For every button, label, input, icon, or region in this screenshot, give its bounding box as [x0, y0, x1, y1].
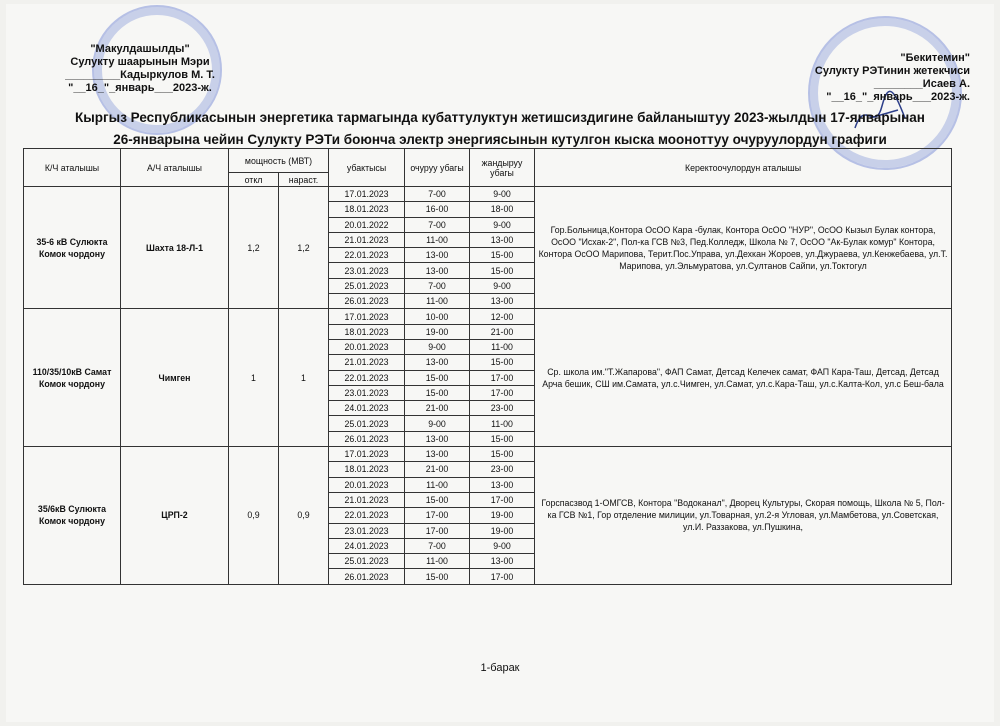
on-time-value: 19-00	[470, 508, 535, 523]
off-time-value: 13-00	[405, 431, 470, 446]
substation-name: 110/35/10кВ Самат Комок чордону	[24, 309, 121, 447]
feeder-name: ЦРП-2	[121, 447, 229, 585]
header-feeder: А/Ч аталышы	[121, 149, 229, 187]
page-number: 1-барак	[480, 662, 520, 674]
approval-left-position: Сулукту шаарынын Мэри	[70, 56, 210, 68]
outage-date: 23.01.2023	[329, 385, 405, 400]
feeder-name: Шахта 18-Л-1	[121, 187, 229, 309]
table-row	[24, 309, 952, 324]
feeder-name: Чимген	[121, 309, 229, 447]
consumer-list: Ср. школа им."Т.Жапарова", ФАП Самат, Детсад Келечек самат, ФАП Кара-Таш, Детсад, Детсад Арча бешик, СШ им.Самата, ул.с.Чимген, ул.Самат, ул.с.Кара-Таш, ул.с.Калта-Кол, ул.с Беш-бала	[535, 309, 952, 447]
on-time-value: 9-00	[470, 538, 535, 553]
off-time-value: 11-00	[405, 294, 470, 309]
outage-date: 21.01.2023	[329, 492, 405, 507]
header-power: мощность (МВТ)	[229, 149, 329, 173]
on-time-value: 9-00	[470, 187, 535, 202]
on-time-value: 11-00	[470, 416, 535, 431]
outage-date: 25.01.2023	[329, 554, 405, 569]
off-time-value: 10-00	[405, 309, 470, 324]
on-time-value: 13-00	[470, 477, 535, 492]
outage-date: 22.01.2023	[329, 248, 405, 263]
off-time-value: 15-00	[405, 492, 470, 507]
header-date: убактысы	[329, 149, 405, 187]
header-substation: К/Ч аталышы	[24, 149, 121, 187]
power-off-value: 0,9	[229, 447, 279, 585]
off-time-value: 11-00	[405, 477, 470, 492]
table-row	[24, 447, 952, 462]
power-total-value: 1	[279, 309, 329, 447]
header-off-time: очуруу убагы	[405, 149, 470, 187]
on-time-value: 23-00	[470, 462, 535, 477]
off-time-value: 17-00	[405, 523, 470, 538]
off-time-value: 16-00	[405, 202, 470, 217]
outage-date: 21.01.2023	[329, 355, 405, 370]
off-time-value: 7-00	[405, 278, 470, 293]
outage-date: 18.01.2023	[329, 202, 405, 217]
approval-left-signatory: _________Кадыркулов М. Т.	[65, 69, 215, 81]
on-time-value: 13-00	[470, 294, 535, 309]
consumer-list: Горспасзвод 1-ОМГСВ, Контора "Водоканал", Дворец Культуры, Скорая помощь, Школа № 5, Пол-ка ГСВ №1, Гор отделение милиции, ул.Товарная, ул.2-я Угловая, ул.Мамбетова, ул.Советская, ул.И. Раззакова, ул.Пушкина,	[535, 447, 952, 585]
approval-right-signatory: ________Исаев А.	[873, 78, 970, 90]
power-off-value: 1	[229, 309, 279, 447]
approval-right-date: "__16_"_январь___2023-ж.	[826, 91, 970, 103]
on-time-value: 17-00	[470, 492, 535, 507]
on-time-value: 18-00	[470, 202, 535, 217]
off-time-value: 9-00	[405, 416, 470, 431]
power-total-value: 1,2	[279, 187, 329, 309]
outage-date: 22.01.2023	[329, 370, 405, 385]
outage-date: 26.01.2023	[329, 569, 405, 584]
approval-block-right	[750, 52, 970, 104]
outage-date: 18.01.2023	[329, 324, 405, 339]
off-time-value: 9-00	[405, 339, 470, 354]
off-time-value: 15-00	[405, 385, 470, 400]
on-time-value: 19-00	[470, 523, 535, 538]
on-time-value: 9-00	[470, 217, 535, 232]
off-time-value: 7-00	[405, 538, 470, 553]
off-time-value: 13-00	[405, 355, 470, 370]
on-time-value: 15-00	[470, 355, 535, 370]
outage-date: 23.01.2023	[329, 263, 405, 278]
off-time-value: 7-00	[405, 187, 470, 202]
off-time-value: 13-00	[405, 447, 470, 462]
outage-date: 17.01.2023	[329, 447, 405, 462]
table-row	[24, 187, 952, 202]
header-consumers: Керектоочулордун аталышы	[535, 149, 952, 187]
outage-date: 20.01.2023	[329, 477, 405, 492]
power-total-value: 0,9	[279, 447, 329, 585]
approval-left-date: "__16_"_январь___2023-ж.	[68, 82, 212, 94]
off-time-value: 13-00	[405, 248, 470, 263]
off-time-value: 11-00	[405, 232, 470, 247]
outage-date: 25.01.2023	[329, 278, 405, 293]
on-time-value: 15-00	[470, 248, 535, 263]
on-time-value: 9-00	[470, 278, 535, 293]
document-title-line-1: Кыргыз Республикасынын энергетика тармагында кубаттулуктун жетишсиздигине байланыштуу 2023-жылдын 17-январынан	[75, 110, 925, 125]
outage-date: 25.01.2023	[329, 416, 405, 431]
off-time-value: 21-00	[405, 401, 470, 416]
substation-name: 35/6кВ Сулюкта Комок чордону	[24, 447, 121, 585]
outage-date: 17.01.2023	[329, 309, 405, 324]
outage-date: 21.01.2023	[329, 232, 405, 247]
outage-date: 17.01.2023	[329, 187, 405, 202]
outage-date: 24.01.2023	[329, 538, 405, 553]
off-time-value: 7-00	[405, 217, 470, 232]
outage-date: 23.01.2023	[329, 523, 405, 538]
off-time-value: 13-00	[405, 263, 470, 278]
on-time-value: 21-00	[470, 324, 535, 339]
on-time-value: 15-00	[470, 431, 535, 446]
consumer-list: Гор.Больница,Контора ОсОО Кара -булак, Контора ОсОО "НУР", ОсОО Кызыл Булак контора, ОсОО "Исхак-2", Пол-ка ГСВ №3, Пед.Колледж, Школа № 7, ОсОО "Ак-Булак комур" Контора, Контора ОсОО Марипова, Терит.Пос.Управа, ул.Дехкан Жороев, ул.Джураева, ул.Кенжебаева, ул.Т. Марипова, ул.Эльмуратова, ул.Султанов Сайпи, ул.Токтогул	[535, 187, 952, 309]
outage-date: 18.01.2023	[329, 462, 405, 477]
on-time-value: 13-00	[470, 232, 535, 247]
outage-date: 24.01.2023	[329, 401, 405, 416]
approval-left-heading: "Макулдашылды"	[90, 43, 190, 55]
header-on-time: жандыруу убагы	[470, 149, 535, 187]
outage-date: 26.01.2023	[329, 431, 405, 446]
outage-date: 26.01.2023	[329, 294, 405, 309]
substation-name: 35-6 кВ Сулюкта Комок чордону	[24, 187, 121, 309]
off-time-value: 11-00	[405, 554, 470, 569]
approval-block-left	[25, 43, 255, 95]
header-power-off: откл	[229, 173, 279, 187]
on-time-value: 12-00	[470, 309, 535, 324]
on-time-value: 17-00	[470, 370, 535, 385]
on-time-value: 13-00	[470, 554, 535, 569]
on-time-value: 15-00	[470, 447, 535, 462]
approval-right-heading: "Бекитемин"	[900, 52, 970, 64]
off-time-value: 19-00	[405, 324, 470, 339]
off-time-value: 15-00	[405, 569, 470, 584]
outage-date: 20.01.2023	[329, 339, 405, 354]
off-time-value: 17-00	[405, 508, 470, 523]
off-time-value: 21-00	[405, 462, 470, 477]
header-power-total: нараст.	[279, 173, 329, 187]
document-title-line-2: 26-январына чейин Сулукту РЭТи боюнча электр энергиясынын кутулгон кыска мооноттуу очуруулордун графиги	[113, 132, 887, 147]
power-off-value: 1,2	[229, 187, 279, 309]
off-time-value: 15-00	[405, 370, 470, 385]
approval-right-position: Сулукту РЭТинин жетекчиси	[814, 65, 970, 77]
on-time-value: 15-00	[470, 263, 535, 278]
on-time-value: 11-00	[470, 339, 535, 354]
on-time-value: 23-00	[470, 401, 535, 416]
on-time-value: 17-00	[470, 385, 535, 400]
on-time-value: 17-00	[470, 569, 535, 584]
outage-schedule-table	[23, 148, 952, 585]
outage-date: 20.01.2022	[329, 217, 405, 232]
schedule-body	[24, 187, 952, 585]
outage-date: 22.01.2023	[329, 508, 405, 523]
